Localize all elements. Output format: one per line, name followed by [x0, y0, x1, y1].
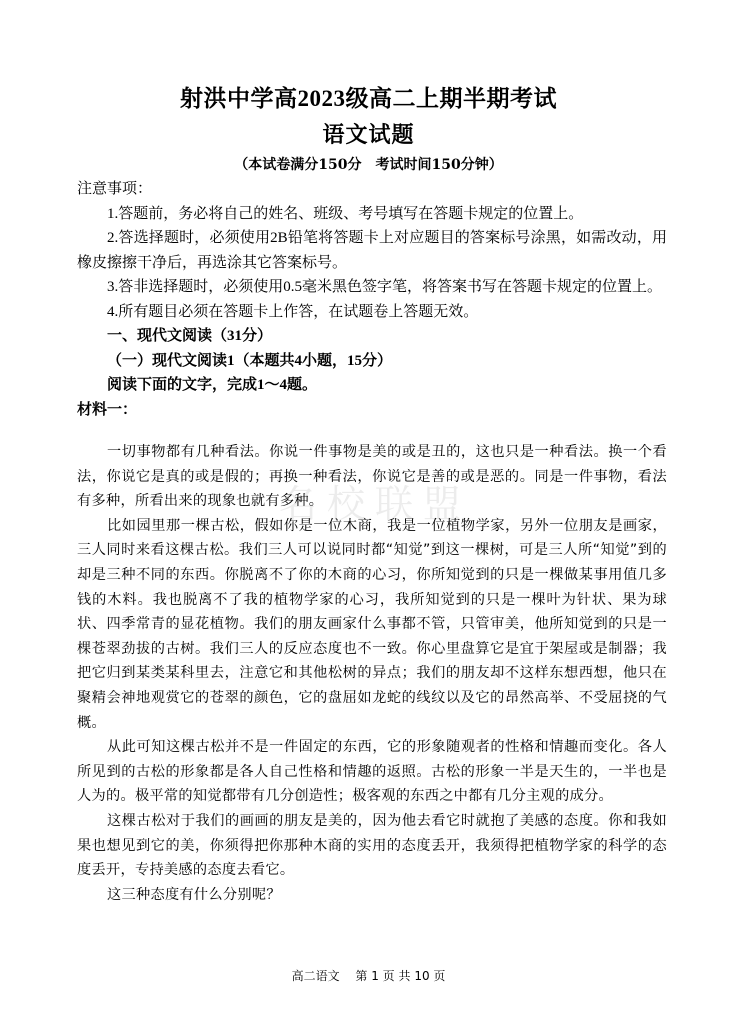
passage-paragraph: 这棵古松对于我们的画画的朋友是美的，因为他去看它时就抱了美感的态度。你和我如果也想见到它的美，你须得把你那种木商的实用的态度丢开，我须得把植物学家的科学的态度丢开，专持美感的态度去看它。 [77, 812, 667, 879]
passage-paragraph: 一切事物都有几种看法。你说一件事物是美的或是丑的，这也只是一种看法。换一个看法，你说它是真的或是假的；再换一种看法，你说它是善的或是恶的。同是一件事物，看法有多种，所看出来的现象也就有多种。 [77, 444, 667, 510]
watermark: 名校联盟 [278, 482, 471, 526]
notes-block [77, 177, 667, 422]
passage-paragraph: 这三种态度有什么分别呢？ [107, 886, 281, 903]
exam-meta: （本试卷满分150分 考试时间150分钟） [234, 157, 503, 173]
passage-paragraph: 从此可知这棵古松并不是一件固定的东西，它的形象随观者的性格和情趣而变化。各人所见到的古松的形象都是各人自己性格和情趣的返照。古松的形象一半是天生的，一半也是人为的。极平常的知觉都带有几分创造性；极客观的东西之中都有几分主观的成分。 [77, 739, 667, 805]
note-item: 2.答选择题时，必须使用2B铅笔将答题卡上对应题目的答案标号涂黑，如需改动，用橡皮擦擦干净后，再选涂其它答案标号。 [77, 230, 667, 271]
note-item: 3.答非选择题时，必须使用0.5毫米黑色签字笔，将答案书写在答题卡规定的位置上。 [107, 279, 663, 295]
subsection-heading: （一）现代文阅读1（本题共4小题，15分） [107, 352, 393, 369]
note-item: 1.答题前，务必将自己的姓名、班级、考号填写在答题卡规定的位置上。 [107, 205, 584, 222]
footer-subject: 高二语文 [291, 969, 340, 983]
exam-title: 射洪中学高2023级高二上期半期考试 [180, 86, 557, 111]
section-heading: 一、现代文阅读（31分） [107, 328, 273, 344]
note-item: 4.所有题目必须在答题卡上作答，在试题卷上答题无效。 [107, 303, 479, 320]
page-footer [0, 968, 737, 984]
notes-heading: 注意事项： [77, 181, 153, 197]
material-label: 材料一： [77, 401, 138, 418]
reading-passage [77, 440, 667, 907]
exam-subject: 语文试题 [322, 122, 415, 148]
passage-paragraph: 比如园里那一棵古松，假如你是一位木商，我是一位植物学家，另外一位朋友是画家，三人同时来看这棵古松。我们三人可以说同时都“知觉”到这一棵树，可是三人所“知觉”到的却是三种不同的东西。你脱离不了你的木商的心习，你所知觉到的只是一棵做某事用值几多钱的木料。我也脱离不了我的植物学家的心习，我所知觉到的只是一棵叶为针状、果为球状、四季常青的显花植物。我们的朋友画家什么事都不管，只管审美，他所知觉到的只是一棵苍翠劲拔的古树。我们三人的反应态度也不一致。你心里盘算它是宜于架屋或是制器；我把它归到某类某科里去，注意它和其他松树的异点；我们的朋友却不这样东想西想，他只在聚精会神地观赏它的苍翠的颜色，它的盘屈如龙蛇的线纹以及它的昂然高举、不受屈挠的气概。 [77, 517, 667, 731]
footer-page-number: 第 1 页 共 10 页 [355, 969, 446, 983]
reading-instruction: 阅读下面的文字，完成1～4题。 [107, 377, 318, 393]
